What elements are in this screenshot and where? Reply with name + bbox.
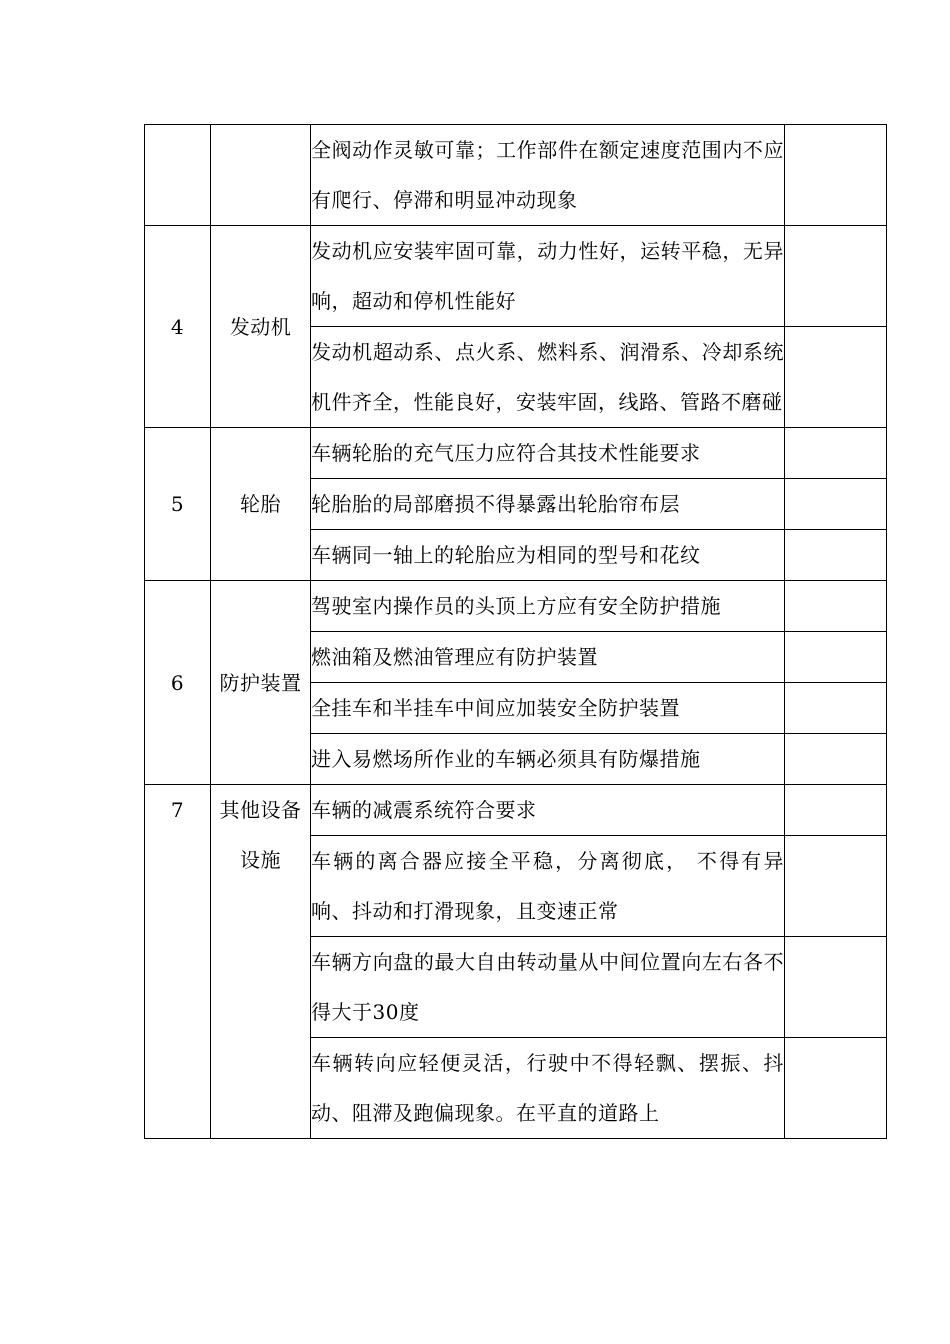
requirement-text: 发动机应安装牢固可靠，动力性好，运转平稳，无异响，超动和停机性能好 <box>311 226 785 327</box>
result-cell <box>785 530 887 581</box>
requirement-text: 车辆同一轴上的轮胎应为相同的型号和花纹 <box>311 530 785 581</box>
item-name: 防护装置 <box>211 581 311 785</box>
item-number: 7 <box>145 785 211 1139</box>
item-number: 5 <box>145 428 211 581</box>
table-row <box>145 581 887 632</box>
requirement-text: 车辆的离合器应接全平稳，分离彻底， 不得有异响、抖动和打滑现象，且变速正常 <box>311 836 785 937</box>
requirement-text: 驾驶室内操作员的头顶上方应有安全防护措施 <box>311 581 785 632</box>
table-row <box>145 428 887 479</box>
result-cell <box>785 632 887 683</box>
result-cell <box>785 479 887 530</box>
requirement-text: 车辆转向应轻便灵活，行驶中不得轻飘、摆振、抖动、阻滞及跑偏现象。在平直的道路上 <box>311 1038 785 1139</box>
table-row <box>145 226 887 327</box>
requirement-text: 进入易燃场所作业的车辆必须具有防爆措施 <box>311 734 785 785</box>
item-number: 6 <box>145 581 211 785</box>
requirement-text: 车辆方向盘的最大自由转动量从中间位置向左右各不得大于30度 <box>311 937 785 1038</box>
result-cell <box>785 683 887 734</box>
requirement-text: 全阀动作灵敏可靠；工作部件在额定速度范围内不应有爬行、停滞和明显冲动现象 <box>311 125 785 226</box>
requirement-text: 全挂车和半挂车中间应加装安全防护装置 <box>311 683 785 734</box>
requirement-text: 发动机超动系、点火系、燃料系、润滑系、冷却系统机件齐全，性能良好，安装牢固，线路、管路不磨碰 <box>311 327 785 428</box>
result-cell <box>785 581 887 632</box>
item-number <box>145 125 211 226</box>
item-name: 发动机 <box>211 226 311 428</box>
table-row <box>145 125 887 226</box>
result-cell <box>785 937 887 1038</box>
result-cell <box>785 1038 887 1139</box>
result-cell <box>785 327 887 428</box>
result-cell <box>785 785 887 836</box>
result-cell <box>785 836 887 937</box>
result-cell <box>785 734 887 785</box>
item-name: 轮胎 <box>211 428 311 581</box>
item-name <box>211 125 311 226</box>
inspection-table <box>144 124 887 1139</box>
requirement-text: 车辆的减震系统符合要求 <box>311 785 785 836</box>
requirement-text: 轮胎胎的局部磨损不得暴露出轮胎帘布层 <box>311 479 785 530</box>
requirement-text: 燃油箱及燃油管理应有防护装置 <box>311 632 785 683</box>
table-row <box>145 785 887 836</box>
result-cell <box>785 428 887 479</box>
result-cell <box>785 125 887 226</box>
item-number: 4 <box>145 226 211 428</box>
result-cell <box>785 226 887 327</box>
requirement-text: 车辆轮胎的充气压力应符合其技术性能要求 <box>311 428 785 479</box>
item-name: 其他设备设施 <box>211 785 311 1139</box>
